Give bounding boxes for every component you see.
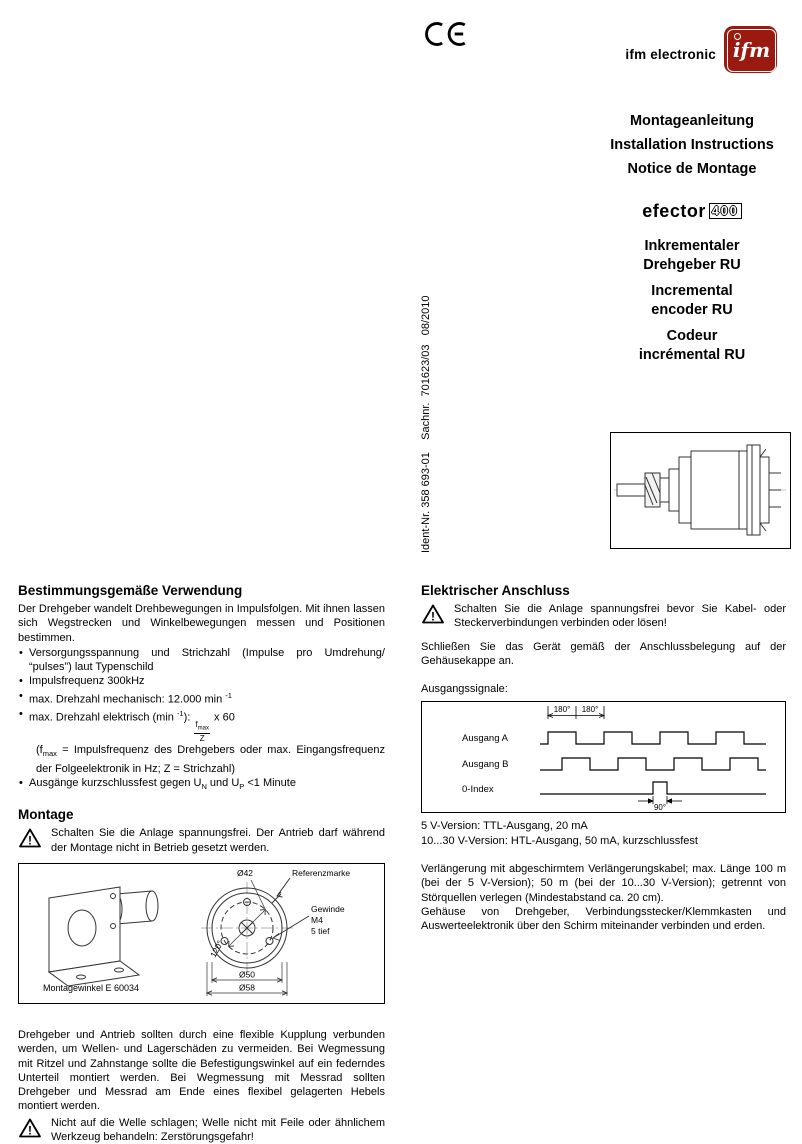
deg180-label-1: 180° bbox=[553, 705, 571, 715]
product-name-en bbox=[600, 282, 784, 320]
signal-waveforms bbox=[422, 702, 780, 812]
diameter-58-label: Ø58 bbox=[238, 982, 256, 993]
signals-label: Ausgangssignale: bbox=[421, 683, 508, 696]
warning-shaft bbox=[18, 1116, 385, 1144]
bullet-speed-electrical bbox=[18, 707, 385, 776]
version-10-30v: 10...30 V-Version: HTL-Ausgang, 50 mA, kurzschlussfest bbox=[421, 834, 698, 847]
right-column bbox=[421, 583, 786, 934]
extension-cable-note: Verlängerung mit abgeschirmtem Verlängerungskabel; max. Länge 100 m (bei der 5 V-Version); 50 m (bei der 10...30 V-Version); getrennt von Störquellen verlegen (Mindestabstand ca. 20 cm). bbox=[421, 863, 786, 904]
subscript-n: N bbox=[201, 782, 207, 792]
section-heading-usage: Bestimmungsgemäße Verwendung bbox=[18, 583, 243, 598]
grounding-note: Gehäuse von Drehgeber, Verbindungsstecker/Klemmkasten und Auswerteelektronik über den Schirm miteinander verbinden und erden. bbox=[421, 905, 786, 933]
title-french: Notice de Montage bbox=[627, 161, 757, 177]
warning-montage bbox=[18, 826, 385, 855]
fraction-numerator-subscript: max bbox=[197, 725, 209, 732]
angle-120-label: 120° bbox=[207, 938, 226, 959]
bullet-speed-mechanical bbox=[18, 689, 385, 707]
thread-label-line1: Gewinde bbox=[311, 903, 345, 914]
bullet-pulse-frequency bbox=[18, 674, 385, 688]
signal-diagram bbox=[421, 701, 786, 813]
warning-exclamation: ! bbox=[28, 1123, 32, 1138]
short-circuit-post: <1 Minute bbox=[244, 776, 296, 789]
brand-name: ifm electronic bbox=[625, 47, 716, 62]
superscript-exponent: -1 bbox=[225, 690, 232, 700]
formula-fraction bbox=[194, 720, 210, 743]
warning-exclamation: ! bbox=[28, 833, 32, 848]
product-name-de bbox=[600, 237, 784, 275]
section-heading-montage: Montage bbox=[18, 807, 74, 823]
product-image bbox=[610, 432, 791, 549]
product-name-de-line2: Drehgeber RU bbox=[643, 257, 741, 273]
efector-logo bbox=[600, 201, 784, 222]
product-name-de-line1: Inkrementaler bbox=[644, 238, 740, 254]
note-rest: = Impulsfrequenz des Drehgebers oder max. Eingangsfrequenz der Folgeelektronik in Hz; Z = Strichzahl) bbox=[36, 744, 385, 775]
channel-a-label: Ausgang A bbox=[462, 733, 508, 745]
short-circuit-pre: Ausgänge kurzschlussfest gegen U bbox=[29, 776, 202, 789]
ident-number: Ident-Nr. 358 693-01 Sachnr. 701623/03 08/2010 bbox=[420, 295, 432, 553]
bullet-supply-voltage-text: Versorgungsspannung und Strichzahl (Impulse pro Umdrehung/ “pulses”) laut Typenschild bbox=[29, 646, 385, 674]
speed-electrical-note bbox=[29, 743, 385, 776]
electrical-body1: Schließen Sie das Gerät gemäß der Anschlussbelegung auf der Gehäusekappe an. bbox=[421, 640, 786, 667]
diameter-50-label: Ø50 bbox=[238, 969, 256, 980]
warning-icon bbox=[18, 826, 42, 855]
bullet-pulse-frequency-text: Impulsfrequenz 300kHz bbox=[29, 675, 145, 688]
version-5v: 5 V-Version: TTL-Ausgang, 20 mA bbox=[421, 820, 588, 833]
thread-label-line3: 5 tief bbox=[311, 925, 330, 936]
bullet-speed-mechanical-text: max. Drehzahl mechanisch: 12.000 min bbox=[29, 693, 226, 706]
speed-electrical-post: x 60 bbox=[210, 711, 235, 724]
mounting-drawing bbox=[19, 864, 384, 1003]
product-name-fr-line2: incrémental RU bbox=[638, 347, 746, 363]
subscript-p: P bbox=[239, 782, 245, 792]
product-names bbox=[600, 237, 784, 372]
warning-icon bbox=[421, 602, 445, 631]
bullet-supply-voltage bbox=[18, 646, 385, 675]
ce-mark-icon bbox=[424, 20, 466, 53]
channel-b-label: Ausgang B bbox=[462, 759, 509, 771]
warning-montage-text: Schalten Sie die Anlage spannungsfrei. Der Antrieb darf während der Montage nicht in Betrieb gesetzt werden. bbox=[51, 827, 385, 854]
reference-mark-label: Referenzmarke bbox=[292, 867, 351, 878]
ifm-logo-text: ifm bbox=[732, 37, 771, 62]
warning-shaft-text: Nicht auf die Welle schlagen; Welle nicht mit Feile oder ähnlichem Werkzeug behandeln: Zerstörungsgefahr! bbox=[51, 1116, 385, 1143]
bullet-short-circuit bbox=[18, 776, 385, 794]
efector-wordmark: efector bbox=[642, 201, 706, 221]
ifm-logo bbox=[724, 26, 777, 73]
title-german: Montageanleitung bbox=[629, 113, 755, 129]
channel-index-label: 0-Index bbox=[462, 784, 494, 796]
product-name-en-line1: Incremental bbox=[651, 283, 733, 299]
short-circuit-mid: und U bbox=[206, 776, 240, 789]
superscript-exponent: -1 bbox=[176, 708, 184, 718]
ifm-logo-frame bbox=[727, 29, 776, 72]
fraction-numerator bbox=[194, 720, 210, 733]
thread-label-line2: M4 bbox=[311, 914, 323, 925]
diameter-42-label: Ø42 bbox=[236, 867, 254, 878]
title-english: Installation Instructions bbox=[610, 137, 774, 153]
fraction-denominator: Z bbox=[199, 733, 205, 743]
warning-icon bbox=[18, 1116, 42, 1144]
fraction-numerator-symbol: f bbox=[195, 720, 198, 730]
product-name-fr-line1: Codeur bbox=[666, 328, 718, 344]
deg180-label-2: 180° bbox=[581, 705, 599, 715]
section-heading-electrical: Elektrischer Anschluss bbox=[421, 583, 570, 598]
note-pre: (f bbox=[36, 744, 43, 757]
mounting-figure bbox=[18, 863, 385, 1004]
left-column bbox=[18, 583, 385, 1144]
warning-exclamation: ! bbox=[431, 609, 435, 624]
warning-electrical bbox=[421, 602, 786, 631]
figure-caption: Montagewinkel E 60034 bbox=[43, 982, 140, 993]
document-titles bbox=[600, 109, 784, 181]
product-name-en-line2: encoder RU bbox=[651, 302, 733, 318]
warning-electrical-text: Schalten Sie die Anlage spannungsfrei bevor Sie Kabel- oder Steckerverbindungen verbinden oder lösen! bbox=[454, 603, 786, 630]
montage-body: Drehgeber und Antrieb sollten durch eine flexible Kupplung verbunden werden, um Wellen- und Lagerschäden zu vermeiden. Bei Wegmessung mit Ritzel und Zahnstange sollte die Befestigungswinkel auf ein federndes Unterteil montiert werden. Bei Wegmessung mit Messrad sollten Drehgeber und Messrad am Ende eines flexibel gelagerten Hebels montiert werden. bbox=[18, 1028, 385, 1113]
speed-electrical-mid: ): bbox=[183, 711, 194, 724]
deg90-label: 90° bbox=[653, 803, 667, 813]
encoder-drawing bbox=[611, 433, 790, 548]
speed-electrical-pre: max. Drehzahl elektrisch (min bbox=[29, 711, 177, 724]
product-name-fr bbox=[600, 327, 784, 365]
usage-intro: Der Drehgeber wandelt Drehbewegungen in Impulsfolgen. Mit ihnen lassen sich Wegstrecken und Winkelbewegungen messen und Positionen bestimmen. bbox=[18, 603, 385, 644]
usage-bullet-list bbox=[18, 646, 385, 794]
efector-series: 400 bbox=[709, 203, 742, 219]
note-subscript: max bbox=[42, 749, 57, 759]
